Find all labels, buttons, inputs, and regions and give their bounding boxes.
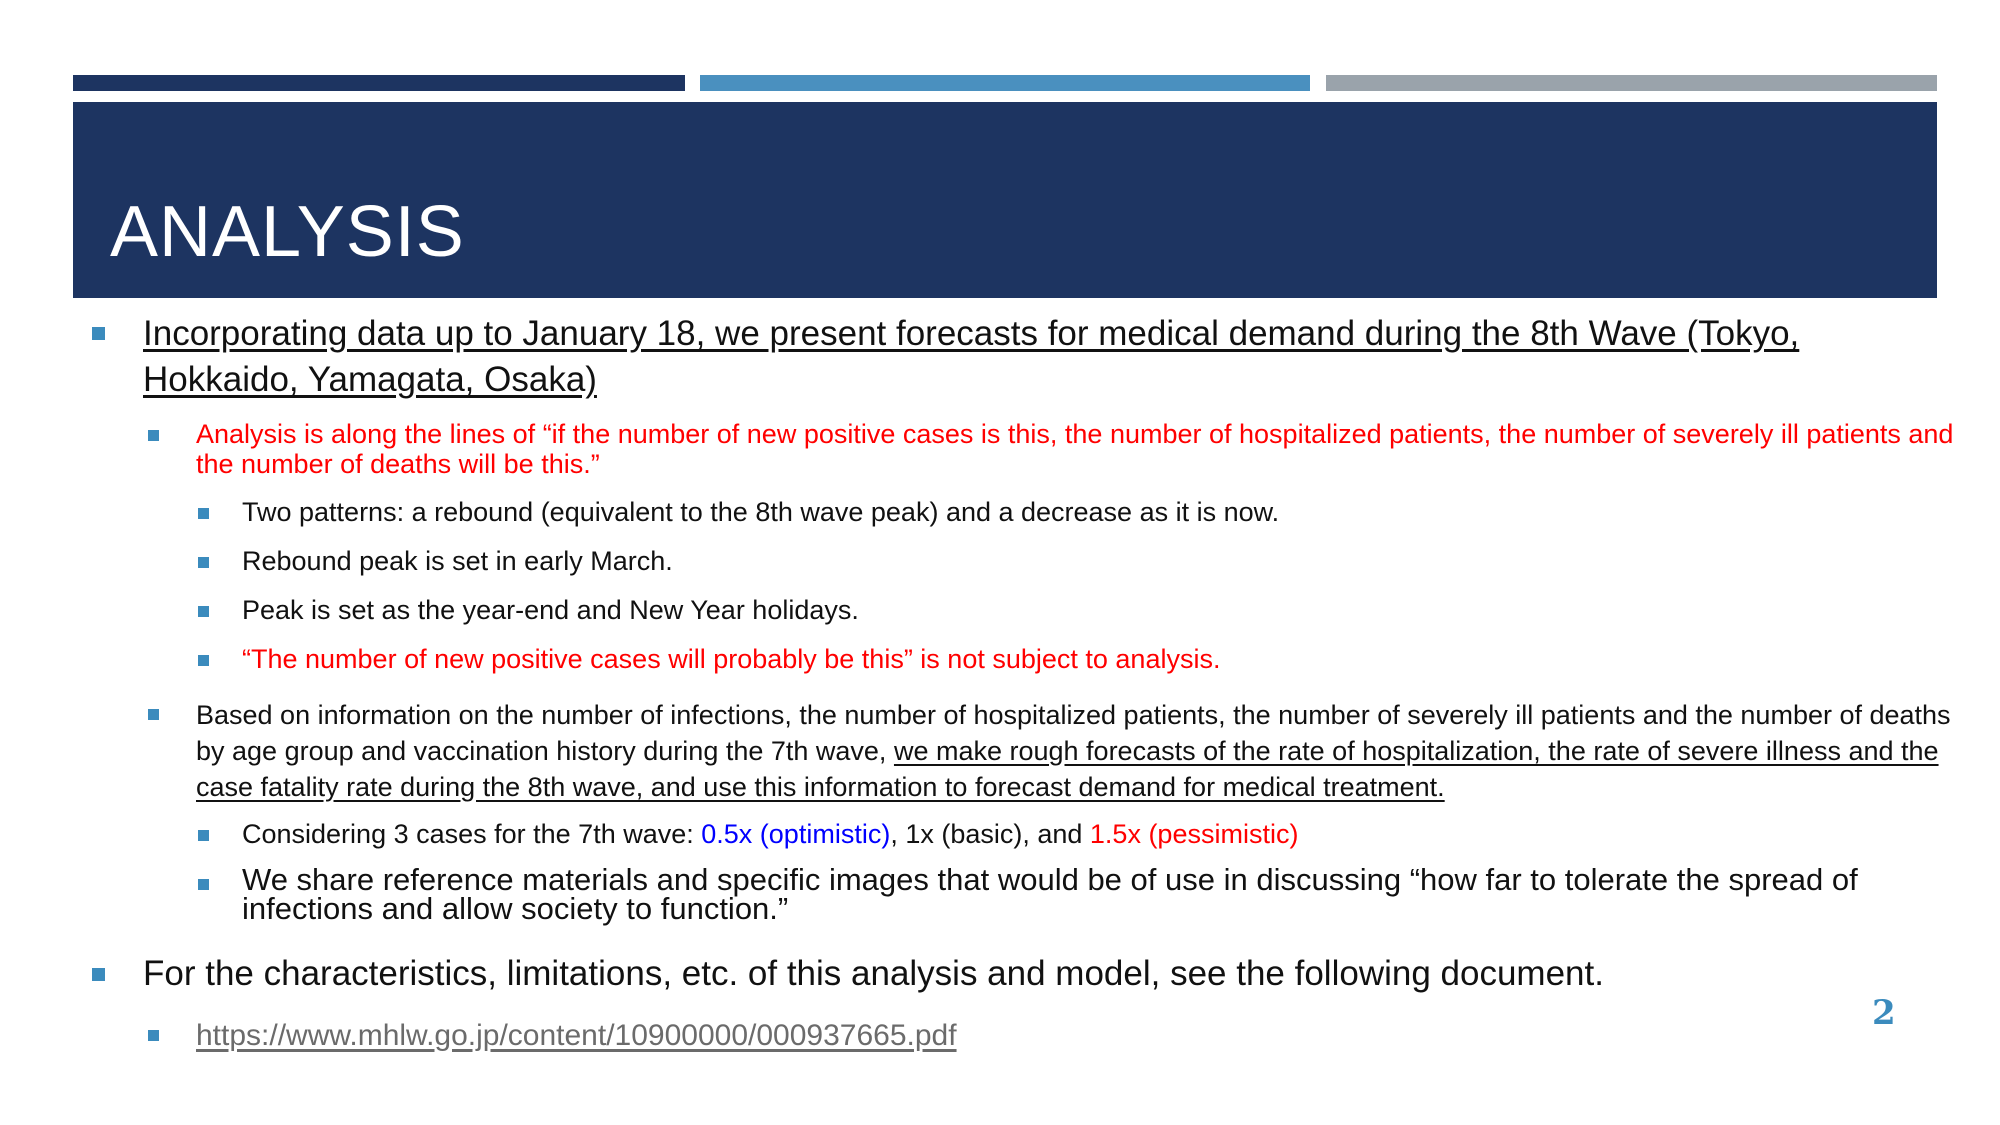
bullet-text: We share reference materials and specific images that would be of use in discussing “how far to tolerate the spread of infections and allow society to function.” <box>242 862 1858 926</box>
bullet-text <box>242 819 1942 849</box>
cases-prefix: Considering 3 cases for the 7th wave: <box>242 819 702 849</box>
case-pessimistic: 1.5x (pessimistic) <box>1089 819 1299 849</box>
square-bullet-icon <box>148 709 159 720</box>
title-banner <box>73 102 1937 298</box>
accent-bar-navy <box>73 75 685 91</box>
bullet-text: Peak is set as the year-end and New Year holidays. <box>242 595 859 625</box>
bullet-text: Rebound peak is set in early March. <box>242 546 673 576</box>
accent-bar-blue <box>700 75 1310 91</box>
bullet-text <box>196 697 1954 805</box>
square-bullet-icon <box>198 557 209 568</box>
square-bullet-icon <box>198 606 209 617</box>
square-bullet-icon <box>198 879 209 890</box>
slide-title: ANALYSIS <box>110 192 465 272</box>
bullet-text-plain: Based on information on the number of infections, the number of hospitalized patients, the number of severely ill patients and the number of deaths by age group and vaccination history during the 7th wave, <box>196 700 1951 766</box>
square-bullet-icon <box>198 508 209 519</box>
bullet-text: For the characteristics, limitations, etc. of this analysis and model, see the following document. <box>143 954 1604 993</box>
square-bullet-icon <box>148 1030 159 1041</box>
document-link[interactable]: https://www.mhlw.go.jp/content/10900000/000937665.pdf <box>196 1019 957 1052</box>
square-bullet-icon <box>92 327 105 340</box>
square-bullet-icon <box>198 655 209 666</box>
bullet-text-underlined: we make rough forecasts of the rate of hospitalization, the rate of severe illness and the case fatality rate during the 8th wave, and use this information to forecast demand for medical treatment. <box>196 736 1939 802</box>
square-bullet-icon <box>148 430 159 441</box>
accent-bar-gray <box>1326 75 1937 91</box>
bullet-text: Incorporating data up to January 18, we present forecasts for medical demand during the 8th Wave (Tokyo, Hokkaido, Yamagata, Osaka) <box>143 314 1800 399</box>
bullet-text: Analysis is along the lines of “if the number of new positive cases is this, the number of hospitalized patients, the number of severely ill patients and the number of deaths will be this.” <box>196 419 1954 479</box>
square-bullet-icon <box>198 830 209 841</box>
case-optimistic: 0.5x (optimistic) <box>701 819 891 849</box>
slide-number: 2 <box>1872 993 1896 1033</box>
bullet-text: “The number of new positive cases will probably be this” is not subject to analysis. <box>242 644 1221 674</box>
bullet-text: Two patterns: a rebound (equivalent to the 8th wave peak) and a decrease as it is now. <box>242 497 1280 527</box>
square-bullet-icon <box>92 968 105 981</box>
case-basic: , 1x (basic), and <box>890 819 1090 849</box>
